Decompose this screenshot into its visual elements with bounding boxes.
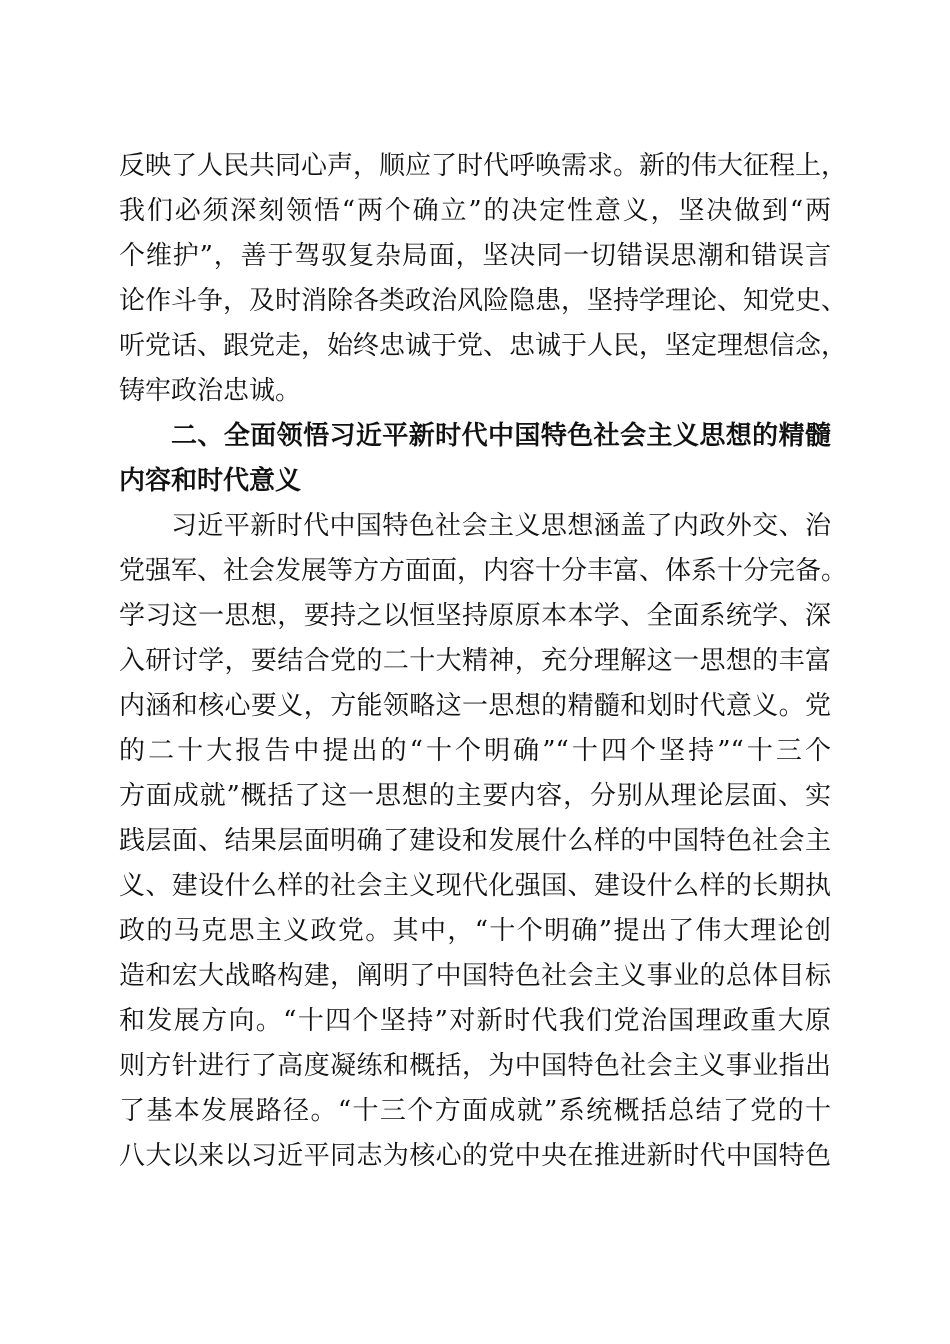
- text-line: 反映了人民共同心声，顺应了时代呼唤需求。新的伟大征程上，: [119, 151, 848, 181]
- text-line: 造和宏大战略构建，阐明了中国特色社会主义事业的总体目标: [119, 961, 831, 991]
- text-line: 入研讨学，要结合党的二十大精神，充分理解这一思想的丰富: [119, 646, 831, 676]
- text-line: 党强军、社会发展等方方面面，内容十分丰富、体系十分完备。: [119, 556, 848, 586]
- text-line: 则方针进行了高度凝练和概括，为中国特色社会主义事业指出: [119, 1051, 831, 1081]
- text-line: 义、建设什么样的社会主义现代化强国、建设什么样的长期执: [119, 871, 831, 901]
- text-line: 论作斗争，及时消除各类政治风险隐患，坚持学理论、知党史、: [119, 286, 848, 316]
- text-line: 个维护”，善于驾驭复杂局面，坚决同一切错误思潮和错误言: [119, 241, 831, 271]
- text-line: 的二十大报告中提出的“十个明确”“十四个坚持”“十三个: [119, 736, 831, 766]
- text-line: 内涵和核心要义，方能领略这一思想的精髓和划时代意义。党: [119, 691, 831, 721]
- section-heading-2: [119, 414, 831, 504]
- text-line: 践层面、结果层面明确了建设和发展什么样的中国特色社会主: [119, 826, 831, 856]
- heading-line: 二、全面领悟习近平新时代中国特色社会主义思想的精髓: [171, 421, 831, 451]
- text-line: 了基本发展路径。“十三个方面成就”系统概括总结了党的十: [119, 1096, 831, 1126]
- paragraph-political-loyalty: [119, 144, 848, 414]
- text-line: 方面成就”概括了这一思想的主要内容，分别从理论层面、实: [119, 781, 831, 811]
- paragraph-thought-essence: [119, 504, 848, 1179]
- text-line: 学习这一思想，要持之以恒坚持原原本本学、全面系统学、深: [119, 601, 831, 631]
- text-line: 习近平新时代中国特色社会主义思想涵盖了内政外交、治: [171, 511, 831, 541]
- text-line: 我们必须深刻领悟“两个确立”的决定性意义，坚决做到“两: [119, 196, 831, 226]
- text-line: 八大以来以习近平同志为核心的党中央在推进新时代中国特色: [119, 1141, 831, 1171]
- heading-line: 内容和时代意义: [119, 466, 302, 496]
- text-line: 和发展方向。“十四个坚持”对新时代我们党治国理政重大原: [119, 1006, 831, 1036]
- text-line: 铸牢政治忠诚。: [119, 376, 302, 406]
- text-line: 政的马克思主义政党。其中，“十个明确”提出了伟大理论创: [119, 916, 831, 946]
- text-line: 听党话、跟党走，始终忠诚于党、忠诚于人民，坚定理想信念，: [119, 331, 848, 361]
